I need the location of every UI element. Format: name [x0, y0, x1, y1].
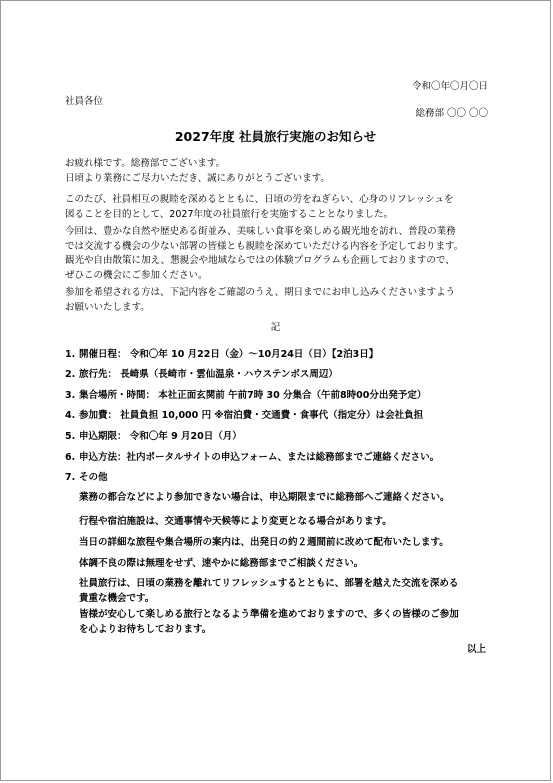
ki-heading: 記 — [270, 322, 281, 333]
item-number: 2. — [65, 369, 76, 380]
item-number: 1. — [65, 349, 76, 360]
other-note — [79, 491, 499, 506]
plan-line: 観光や自由散策に加え、懇親会や地域ならではの体験プログラムも企画しておりますので、 — [65, 255, 455, 266]
request-line: お願いいたします。 — [65, 301, 150, 313]
other-note-line: 体調不良の際は無理をせず、速やかに総務部までご相談ください。 — [79, 558, 364, 569]
plan-paragraph — [65, 225, 495, 283]
other-note-line: 行程や宿泊施設は、交通事情や天候等により変更となる場合があります。 — [79, 516, 392, 527]
other-note — [79, 536, 499, 551]
item-text: 参加費： 社員負担 10,000 円 ※宿泊費・交通費・食事代（指定分）は会社負担 — [79, 410, 424, 421]
item-text: その他 — [79, 472, 108, 483]
greeting-line: お疲れ様です。総務部でございます。 — [65, 158, 225, 169]
list-item — [65, 451, 439, 465]
list-item — [65, 409, 423, 423]
recipient: 社員各位 — [65, 96, 104, 107]
other-note-line: 当日の詳細な旅程や集合場所の案内は、出発日の約２週間前に改めて配布いたします。 — [79, 537, 449, 548]
list-item — [65, 389, 426, 403]
item-number: 5. — [65, 431, 76, 442]
list-item — [65, 430, 242, 444]
other-note — [79, 608, 499, 637]
other-note — [79, 577, 499, 606]
list-item — [65, 348, 378, 362]
item-number: 4. — [65, 410, 76, 421]
purpose-line: このたび、社員相互の親睦を深めるとともに、日頃の労をねぎらい、心身のリフレッシュを — [65, 194, 454, 205]
plan-line: では交流する機会の少ない部署の皆様とも親睦を深めていただける内容を予定しております。 — [65, 240, 464, 252]
purpose-line: 図ることを目的として、2027年度の社員旅行を実施することとなりました。 — [65, 208, 393, 220]
item-number: 3. — [65, 390, 76, 401]
other-note-line: 貴重な機会です。 — [79, 592, 155, 604]
request-line: 参加を希望される方は、下記内容をご確認のうえ、期日までにお申し込みくださいますよう — [65, 287, 456, 298]
plan-line: 今回は、豊かな自然や歴史ある街並み、美味しい食事を楽しめる観光地を訪れ、普段の業務 — [65, 226, 456, 237]
item-number: 6. — [65, 452, 76, 463]
sender: 総務部 〇〇 〇〇 — [415, 108, 488, 119]
other-note-line: 皆様が安心して楽しめる旅行となるよう準備を進めておりますので、多くの皆様のご参加 — [79, 609, 459, 620]
greeting-paragraph — [65, 157, 495, 186]
plan-line: ぜひこの機会にご参加ください。 — [65, 269, 208, 281]
list-item — [65, 368, 338, 382]
item-text: 申込期限： 令和〇年 9 月20日（月） — [79, 431, 242, 442]
closing-text: 以上 — [466, 644, 486, 655]
other-note — [79, 515, 499, 530]
request-paragraph — [65, 286, 495, 315]
item-text: 申込方法：社内ポータルサイトの申込フォーム、または総務部までご連絡ください。 — [79, 452, 440, 463]
purpose-paragraph — [65, 193, 495, 222]
item-text: 開催日程： 令和〇年 10 月22日（金）〜10月24日（日）【2泊3日】 — [79, 349, 379, 360]
document-title: 2027年度 社員旅行実施のお知らせ — [174, 129, 377, 144]
item-number: 7. — [65, 472, 76, 483]
item-text: 旅行先： 長崎県（長崎市・雲仙温泉・ハウステンボス周辺） — [79, 369, 338, 380]
item-text: 集合場所・時間： 本社正面玄関前 午前7時 30 分集合（午前8時00分出発予定） — [79, 390, 427, 401]
greeting-line: 日頃より業務にご尽力いただき、誠にありがとうございます。 — [65, 172, 330, 184]
other-note-line: 業務の都合などにより参加できない場合は、申込期限までに総務部へご連絡ください。 — [79, 492, 450, 503]
other-note-line: を心よりお待ちしております。 — [79, 623, 212, 635]
other-note — [79, 557, 499, 572]
list-item — [65, 471, 108, 485]
document-date: 令和〇年〇月〇日 — [411, 81, 488, 92]
other-note-line: 社員旅行は、日頃の業務を離れてリフレッシュするとともに、部署を越えた交流を深める — [79, 578, 459, 589]
